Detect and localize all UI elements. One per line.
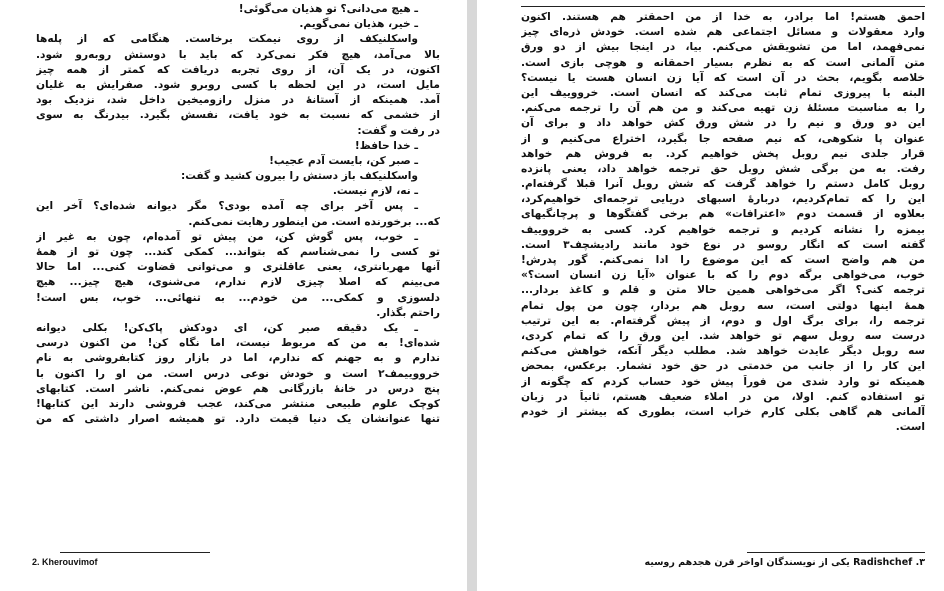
text-line: می‌بینم که اصلا چیزی لازم ندارم، می‌شنوی، هیچ چیز... هیچ bbox=[36, 276, 440, 289]
text-line: ـ صبر کن، بایست آدم عجیب! bbox=[269, 154, 418, 167]
text-line: من هم واضح است که این موضوع را ادا نمی‌کنم. گور پدرش! bbox=[521, 254, 925, 266]
left-page bbox=[0, 0, 467, 591]
text-line: واسکلنیکف باز دستش را بیرون کشید و گفت: bbox=[180, 170, 418, 183]
text-line: آلمانی هم گاهی بکلی کارم خراب است، بطوری که بیشتر از خودم bbox=[521, 405, 925, 418]
text-line: احمق هستم! اما برادر، به خدا از من احمقتر هم هستند. اکنون bbox=[521, 11, 925, 23]
text-line: کوچک علوم طبیعی منتشر می‌کند، عجب فروشی دارند این کتابها! bbox=[36, 397, 440, 410]
text-line: ـ یک دقیقه صبر کن، ای دودکش پاک‌کن! بکلی دیوانه bbox=[36, 321, 418, 334]
text-line: رفت. به من برگی شش روبل حق ترجمه خواهد داد، یعنی پانزده bbox=[521, 162, 925, 175]
text-line: خوب، می‌خواهی برگه دوم را که با عنوان «آیا زن انسان است؟» bbox=[521, 269, 925, 282]
text-line: خلاصه بگویم، بحث در آن است که آیا زن انسان هست یا نیست؟ bbox=[521, 71, 925, 84]
text-line: همینکه تو وارد شدی من فوراً پیش خود حساب کردم که چگونه از bbox=[521, 375, 925, 388]
text-line: این کار را از جانب من خدمتی در حق خود تشمار. برعکس، بمحض bbox=[521, 360, 925, 373]
text-line: ترجمه کنی؟ اگر می‌خواهی همین حالا متن و قلم و کاغذ بردار... bbox=[521, 284, 925, 297]
text-line: تو کسی را نمی‌شناسم که بتواند... کمکی کند... چون تو از همهٔ bbox=[36, 246, 440, 258]
text-line: ـ هیچ می‌دانی؟ تو هذیان می‌گوئی! bbox=[238, 3, 418, 15]
text-line: آمد. همینکه از آستانهٔ در منزل رازومیخین داخل شد، نزدیک بود bbox=[36, 94, 440, 107]
left-footnote: 2. Kherouvimof bbox=[32, 557, 98, 567]
text-line: همهٔ اینها دولتی است، سه روبل هم بردار، چون من پول تمام bbox=[521, 299, 925, 312]
text-line: نمی‌فهمد، اما من تشویقش می‌کنم. بیا، در اینجا بیش از دو ورق bbox=[521, 41, 925, 54]
right-footnote: ۳. Radishchef یکی از نویسندگان اواخر قرن هجدهم روسیه bbox=[644, 557, 925, 568]
left-page-text bbox=[36, 2, 440, 427]
text-line: سه روبل دیگر عایدت خواهد شد. مطلب دیگر آنکه، خواهش می‌کنم bbox=[521, 345, 925, 358]
text-line: ترجمه را، برای برگ اول و دوم، از پیش گرفته‌ام. به این ترتیب bbox=[521, 314, 925, 327]
text-line: بیمزه را نشانه کردیم و ترجمه خواهیم کرد. کسی به خرووییف bbox=[521, 223, 925, 236]
text-line: دلسوزی و کمکی... من خودم... به تنهائی... خوب، بس است! bbox=[36, 291, 440, 304]
text-line: اکنون، در یک آن، از روی تجربه دریافت که کمتر از همه چیز bbox=[36, 63, 440, 76]
right-top-rule bbox=[521, 6, 925, 7]
text-line: شده‌ای! به من که مربوط نیست، اما نگاه کن! من اکنون درسی bbox=[36, 337, 440, 350]
text-line: ـ پس آخر برای چه آمده بودی؟ مگر دیوانه شده‌ای؟ آخر این bbox=[36, 200, 418, 213]
right-page bbox=[477, 0, 944, 591]
text-line: پنج درس در خانهٔ بازرگانی هم عوض نمی‌کنم. ناشر است. کتابهای bbox=[36, 382, 440, 395]
text-line: قرار جلدی نیم روبل پخش خواهیم کرد. به فروش هم خواهد bbox=[521, 147, 925, 160]
text-line: عنوان پا شکوهی، که نیم صفحه جا بگیرد، اختراع می‌کنیم و از bbox=[521, 132, 925, 145]
right-footnote-rule bbox=[747, 552, 925, 553]
text-line: ـ نه، لازم نیست. bbox=[332, 185, 418, 198]
text-line: ندارم و به جهنم که ندارم، اما در بازار روز کتابفروشی به نام bbox=[36, 352, 440, 365]
text-line: است. bbox=[895, 421, 925, 434]
text-line: ـ خدا حافظ! bbox=[354, 139, 418, 152]
text-line: درست سه روبل سهم تو خواهد شد. این ورق را که تمام کردی، bbox=[521, 329, 925, 342]
text-line: ـ خوب، پس گوش کن، من پیش تو آمده‌ام، چون به غیر از bbox=[36, 230, 418, 243]
text-line: متن آلمانی است که به نظرم بسیار احمقانه و هوچی بازی است. bbox=[521, 56, 925, 69]
text-line: این دو ورق و نیم را در شش ورق کش خواهد داد و برای آن bbox=[521, 117, 925, 130]
text-line: در رفت و گفت: bbox=[357, 124, 440, 137]
text-line: تنها عنوانشان یک دنیا قیمت دارد. تو همیشه اصرار داشتی که من bbox=[36, 413, 440, 426]
text-line: از خشمی که نسبت به خود یافت، نفسش بگیرد. بیدرنگ به سوی bbox=[36, 109, 440, 122]
text-line: واسکلنیکف از روی نیمکت برخاست. هنگامی که از پله‌ها bbox=[36, 33, 418, 46]
page-gutter bbox=[467, 0, 477, 591]
text-line: راحتم بگذار. bbox=[376, 306, 440, 319]
text-line: مایل است، در این لحظه با کسی روبرو شود. صفرایش به غلیان bbox=[36, 78, 440, 91]
text-line: بعلاوه از قسمت دوم «اعترافات» هم برخی گفتگوها و پرچانگیهای bbox=[521, 208, 925, 221]
text-line: ـ خیر، هذیان نمی‌گویم. bbox=[299, 18, 418, 31]
text-line: بالا می‌آمد، هیچ فکر نمی‌کرد که باید با دوستش روبه‌رو شود. bbox=[36, 48, 440, 61]
text-line: این را که تمام‌کردیم، دربارهٔ اسبهای دریایی ترجمه‌ای خواهیم‌کرد، bbox=[521, 193, 925, 206]
text-line: آنها مهربانتری، یعنی عاقلتری و می‌توانی قضاوت کنی... اما حالا bbox=[36, 261, 440, 274]
text-line: را به مناسبت مسئلهٔ زن تهیه می‌کند و من هم آن را ترجمه می‌کنم. bbox=[521, 102, 925, 115]
text-line: وارد معقولات و مسائل اجتماعی هم شده است. خودش ذره‌ای چیز bbox=[521, 26, 925, 39]
right-page-text bbox=[521, 10, 925, 435]
text-line: روبل کامل دستم را خواهد گرفت که شش روبل آنرا قبلا گرفته‌ام. bbox=[521, 178, 925, 191]
text-line: تو استفاده کنم. اولا، من در املاء ضعیف هستم، ثانیاً در زبان bbox=[521, 390, 925, 403]
text-line: گفته است که انگار روسو در نوع خود مانند رادیشچف۳ است. bbox=[521, 238, 925, 251]
text-line: خرووییمف۲ است و خودش نوعی درس است. من او را اکنون با bbox=[36, 367, 440, 380]
left-footnote-rule bbox=[60, 552, 210, 553]
text-line: البته با پیروزی تمام ثابت می‌کند که انسان است. خرووییف این bbox=[521, 86, 925, 99]
text-line: که... برخورنده است. من اینطور رهایت نمی‌کنم. bbox=[188, 215, 440, 228]
